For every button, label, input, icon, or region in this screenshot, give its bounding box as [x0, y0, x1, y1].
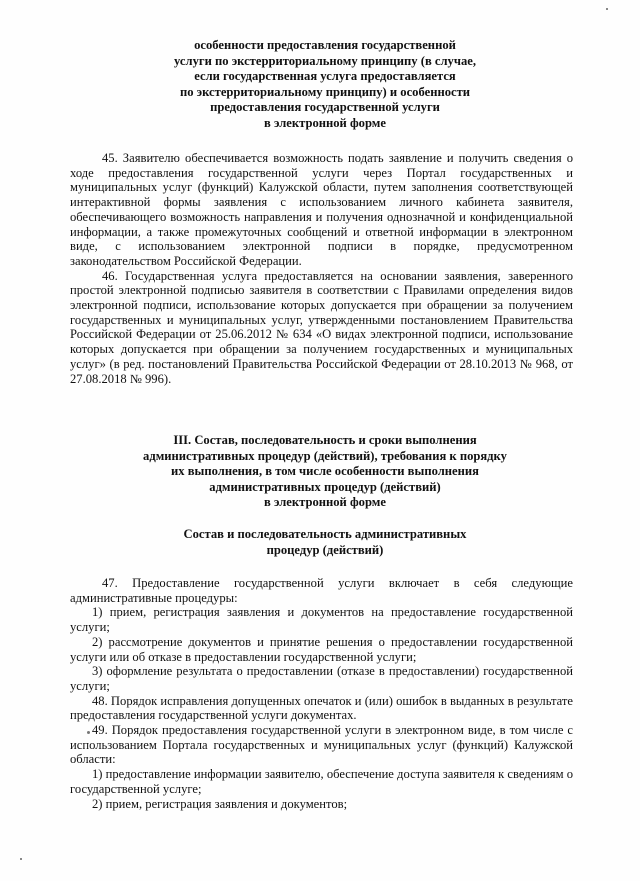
- scan-edge-mark: [606, 8, 608, 10]
- heading-line: особенности предоставления государственной: [194, 38, 456, 52]
- heading-line: услуги по экстерриториальному принципу (в случае,: [174, 53, 476, 68]
- paragraphs-47-49: [70, 576, 573, 811]
- heading-intro: [60, 38, 590, 132]
- paragraph-item: 47. Предоставление государственной услуги включает в себя следующие административные процедуры:: [70, 576, 573, 605]
- heading-line: Состав и последовательность административных: [183, 527, 467, 541]
- paragraph-45: 45. Заявителю обеспечивается возможность подать заявление и получить сведения о ходе предоставления государственной услуги через Портал государственных и муниципальных услуг (функций) Калужской области, путем заполнения соответствующей интерактивной формы заявления с использованием личного кабинета заявителя, обеспечивающего возможность направления и получения однозначной и конфиденциальной информации, а также промежуточных сообщений и ответной информации в электронном виде, с использованием электронной подписи в порядке, предусмотренном законодательством Российской Федерации.: [70, 151, 573, 268]
- paragraph-item: 1) предоставление информации заявителю, обеспечение доступа заявителя к сведениям о государственной услуге;: [70, 767, 573, 796]
- heading-line: предоставления государственной услуги: [210, 100, 440, 115]
- scan-edge-mark: [20, 858, 22, 860]
- paragraph-46: 46. Государственная услуга предоставляется на основании заявления, заверенного простой электронной подписью заявителя в соответствии с Правилами определения видов электронной подписи, использование которых допускается при обращении за получением государственных и муниципальных услуг, утвержденными постановлением Правительства Российской Федерации от 25.06.2012 № 634 «О видах электронной подписи, использование которых допускается при обращении за получением государственных и муниципальных услуг» (в ред. постановлений Правительства Российской Федерации от 28.10.2013 № 968, от 27.08.2018 № 996).: [70, 268, 573, 386]
- heading-line: в электронной форме: [264, 495, 386, 510]
- paragraph-item: 3) оформление результата о предоставлении (отказе в предоставлении) государственной услуги;: [70, 664, 573, 693]
- heading-line: административных процедур (действий): [209, 479, 441, 494]
- scan-speck: [87, 731, 90, 734]
- heading-line: если государственная услуга предоставляется: [194, 69, 456, 84]
- heading-section-3: [60, 433, 590, 511]
- heading-line: в электронной форме: [264, 115, 386, 130]
- heading-line: административных процедур (действий), требования к порядку: [143, 448, 507, 463]
- paragraph-item: 2) прием, регистрация заявления и документов;: [92, 796, 348, 811]
- paragraphs-45-46: [70, 151, 573, 386]
- heading-line: их выполнения, в том числе особенности выполнения: [171, 464, 479, 479]
- heading-line: процедур (действий): [266, 542, 384, 557]
- heading-composition: [60, 527, 590, 558]
- heading-line: по экстерриториальному принципу) и особенности: [179, 84, 471, 99]
- paragraph-item: 49. Порядок предоставления государственной услуги в электронном виде, в том числе с использованием Портала государственных и муниципальных услуг (функций) Калужской области:: [70, 723, 573, 767]
- paragraph-item: 1) прием, регистрация заявления и документов на предоставление государственной услуги;: [70, 605, 573, 635]
- heading-line: III. Состав, последовательность и сроки выполнения: [173, 433, 477, 447]
- paragraph-item: 2) рассмотрение документов и принятие решения о предоставлении государственной услуги или об отказе в предоставлении государственной услуги;: [70, 634, 573, 664]
- paragraph-item: 48. Порядок исправления допущенных опечаток и (или) ошибок в выданных в результате предоставления государственной услуги документах.: [70, 693, 573, 723]
